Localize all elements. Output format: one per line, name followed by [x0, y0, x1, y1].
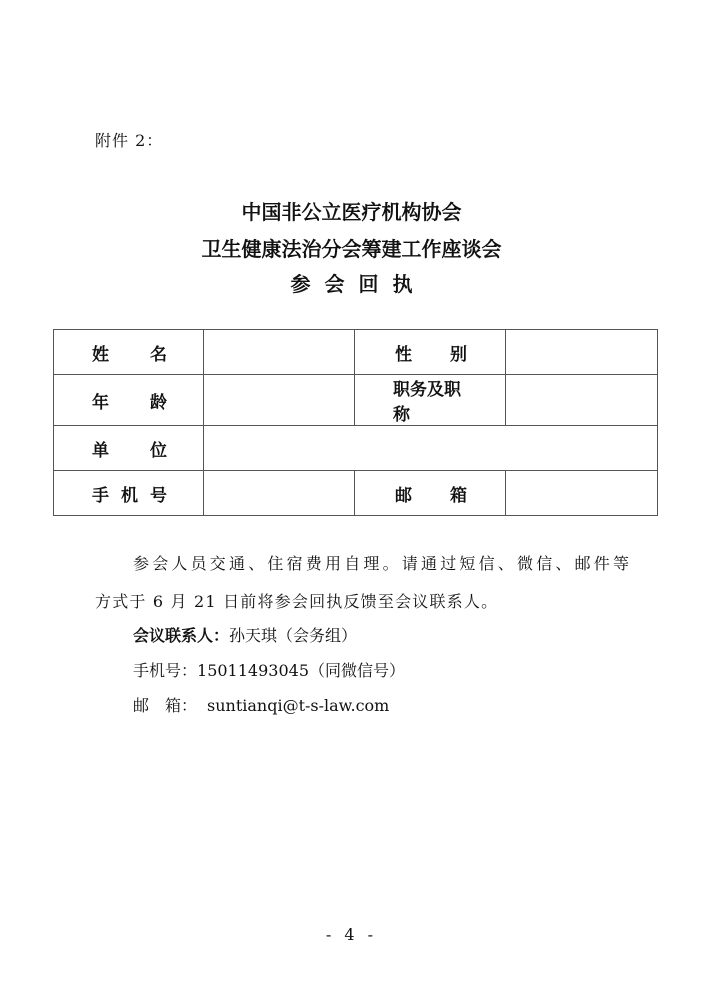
- registration-form-table: [53, 329, 658, 516]
- mobile-label-char-1: 手: [92, 485, 109, 506]
- attachment-label: 附件 2：: [95, 131, 164, 150]
- contact-person-value: 孙天琪（会务组）: [229, 626, 358, 645]
- unit-label-char-1: 单: [92, 440, 109, 461]
- form-row-contact: [54, 471, 658, 516]
- name-value-cell[interactable]: [204, 330, 355, 375]
- mobile-label-char-2: 机: [121, 485, 138, 506]
- page-number: - 4 -: [325, 925, 378, 944]
- contact-mobile-value: 15011493045（同微信号）: [197, 661, 405, 680]
- position-label: 职务及职称: [393, 380, 461, 425]
- age-label-char-2: 龄: [150, 392, 167, 413]
- name-label-char-2: 名: [150, 344, 167, 365]
- age-value-cell[interactable]: [204, 375, 355, 426]
- contact-mobile-line: [133, 663, 405, 679]
- title-line-1: 中国非公立医疗机构协会: [241, 200, 462, 224]
- form-row-name: [54, 330, 658, 375]
- mobile-value-cell[interactable]: [204, 471, 355, 516]
- position-value-cell[interactable]: [506, 375, 658, 426]
- email-value-cell[interactable]: [506, 471, 658, 516]
- unit-label-cell: [54, 426, 204, 471]
- age-label-char-1: 年: [92, 392, 109, 413]
- title-line-3: 参会回执: [290, 272, 427, 296]
- gender-label-cell: [355, 330, 506, 375]
- contact-email-label: 邮 箱：: [133, 696, 198, 715]
- mobile-label-char-3: 号: [150, 485, 167, 506]
- gender-label-char-1: 性: [395, 344, 412, 365]
- mobile-label-cell: [54, 471, 204, 516]
- unit-label-char-2: 位: [150, 440, 167, 461]
- position-label-cell: [355, 375, 506, 426]
- contact-mobile-label: 手机号：: [133, 661, 198, 680]
- title-line-2: 卫生健康法治分会筹建工作座谈会: [201, 237, 502, 261]
- email-label-char-1: 邮: [395, 485, 412, 506]
- contact-email-value[interactable]: suntianqi@t-s-law.com: [207, 696, 390, 715]
- contact-email-line: [133, 698, 389, 714]
- contact-person-label: 会议联系人：: [133, 626, 230, 645]
- unit-value-cell[interactable]: [204, 426, 658, 471]
- gender-label-char-2: 别: [450, 344, 467, 365]
- email-label-cell: [355, 471, 506, 516]
- name-label-char-1: 姓: [92, 344, 109, 365]
- notes-paragraph-line-2: 方式于 6 月 21 日前将参会回执反馈至会议联系人。: [95, 592, 499, 611]
- contact-person-line: [133, 628, 357, 644]
- email-label-char-2: 箱: [450, 485, 467, 506]
- notes-paragraph-line-1: 参会人员交通、住宿费用自理。请通过短信、微信、邮件等: [133, 554, 633, 573]
- name-label-cell: [54, 330, 204, 375]
- form-row-age: [54, 375, 658, 426]
- age-label-cell: [54, 375, 204, 426]
- gender-value-cell[interactable]: [506, 330, 658, 375]
- form-row-unit: [54, 426, 658, 471]
